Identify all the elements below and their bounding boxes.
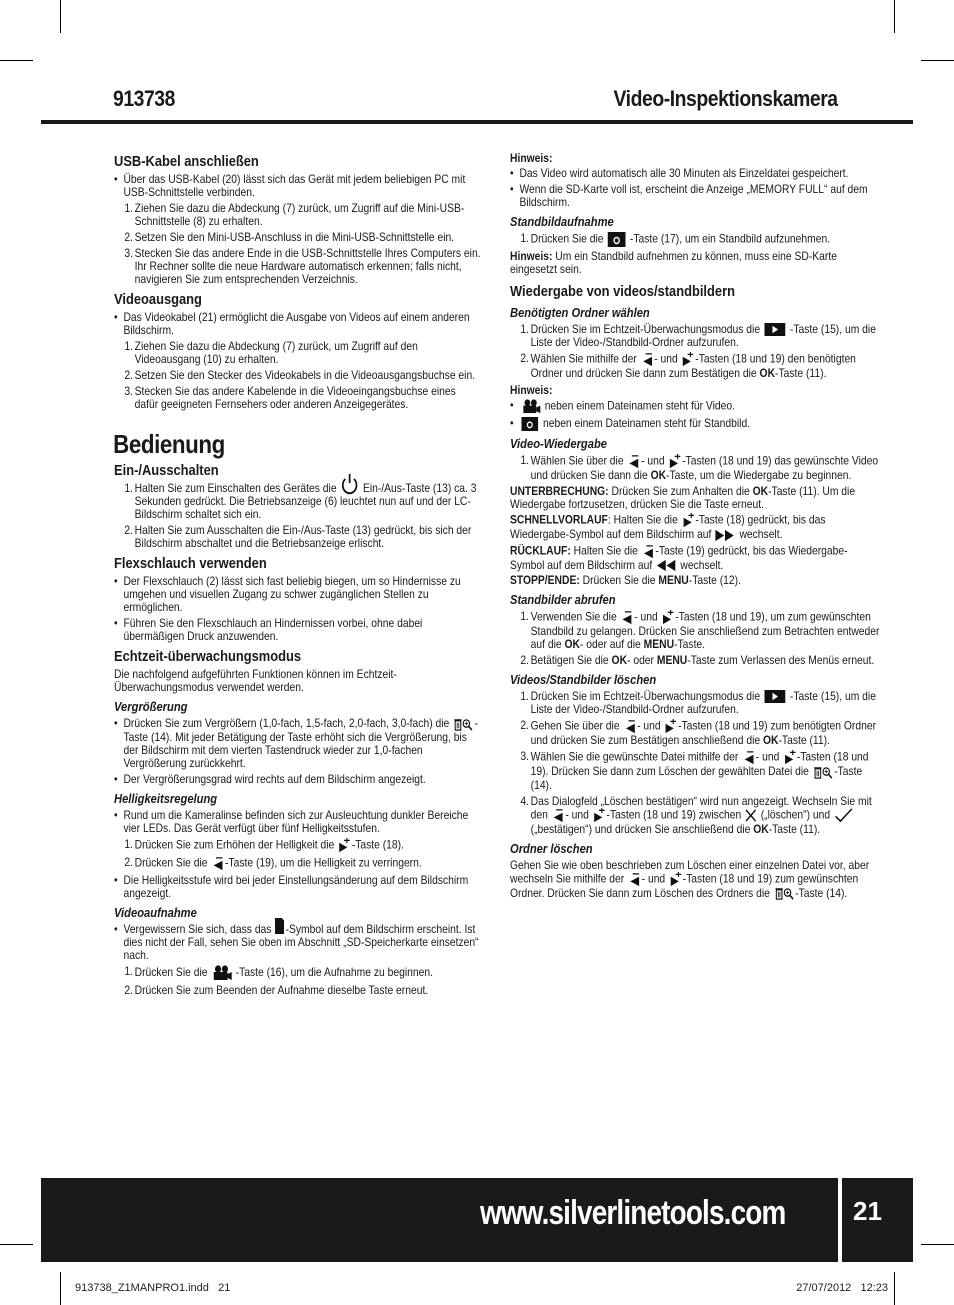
left-minus-icon — [623, 719, 636, 734]
list-item: 4. Das Dialogfeld „Löschen bestätigen“ wird nun angezeigt. Wechseln Sie mit den - und -Tasten (18 und 19) zwischen („löschen“) und („bestätigen“) und drücken Sie anschließend die OK-Taste (11). — [520, 793, 872, 836]
right-plus-icon — [682, 513, 695, 528]
section-delete-folder-title: Ordner löschen — [510, 840, 593, 856]
footer-divider — [838, 1178, 842, 1262]
list-item: • Der Flexschlauch (2) lässt sich fast beliebig biegen, um so Hindernisse zu umgehen und visuellen Zugang zu schwer zugänglichen Stellen zu ermöglichen. — [114, 574, 461, 615]
list-item: 2. Betätigen Sie die OK- oder MENU-Taste zum Verlassen des Menüs erneut. — [520, 652, 875, 667]
paragraph: Gehen Sie wie oben beschrieben zum Löschen einer einzelnen Datei vor, aber wechseln Sie mithilfe der - und -Tasten (18 und 19) zum gewünschten Ordner. Drücken Sie dann zum Löschen des Ordners die -Taste (14). — [510, 857, 870, 900]
list-item: 1. Drücken Sie zum Erhöhen der Helligkeit die -Taste (18). — [124, 836, 404, 852]
footer-website-link[interactable]: www.silverlinetools.com — [480, 1194, 786, 1232]
list-item: • Vergewissern Sie sich, dass das -Symbol auf dem Bildschirm erscheint. Ist dies nicht der Fall, sehen Sie oben im Abschnitt „SD-Speicherkarte einsetzen“ nach. — [114, 923, 481, 962]
list-item: • neben einem Dateinamen steht für Standbild. — [510, 416, 751, 431]
checkmark-icon — [834, 808, 853, 823]
crop-mark — [921, 60, 954, 61]
list-item: 3. Stecken Sie das andere Kabelende in die Videoeingangsbuchse eines dafür geeigneten Fernsehers oder anderen Anzeigegerätes. — [124, 384, 456, 411]
sd-card-icon — [275, 918, 284, 934]
paragraph: Die nachfolgend aufgeführten Funktionen können im Echtzeit-Überwachungsmodus verwendet werden. — [114, 667, 397, 695]
list-item: 1. Drücken Sie die -Taste (17), um ein Standbild aufzunehmen. — [520, 231, 831, 246]
section-record-title: Videoaufnahme — [114, 904, 197, 920]
right-plus-icon — [338, 838, 351, 853]
section-zoom-title: Vergrößerung — [114, 699, 188, 715]
camera-icon — [520, 417, 539, 431]
crop-mark — [921, 1244, 954, 1245]
list-item: 1. Verwenden Sie die - und -Tasten (18 und 19), um zum gewünschten Standbild zu gelangen. Drücken Sie anschließend zum Betrachten entweder auf die OK- oder auf die MENU-Taste. — [520, 608, 880, 651]
left-minus-icon — [640, 352, 653, 367]
right-plus-icon — [668, 454, 681, 469]
list-item: • Rund um die Kameralinse befinden sich zur Ausleuchtung dunkler Bereiche vier LEDs. Das Gerät verfügt über fünf Helligkeitsstufen. — [114, 807, 469, 835]
section-onoff-title: Ein-/Ausschalten — [114, 462, 219, 479]
list-item: 2. Drücken Sie zum Beenden der Aufnahme dieselbe Taste erneut. — [124, 982, 429, 997]
paragraph: RÜCKLAUF: Halten Sie die -Taste (19) gedrückt, bis das Wiedergabe-Symbol auf dem Bildschirm auf wechselt. — [510, 543, 848, 572]
list-item: • Das Video wird automatisch alle 30 Minuten als Einzeldatei gespeichert. — [510, 166, 849, 180]
section-delete-title: Videos/Standbilder löschen — [510, 671, 657, 687]
note-label: Hinweis: — [510, 151, 553, 165]
left-minus-icon — [620, 610, 633, 625]
crop-mark — [0, 60, 33, 61]
list-item: • Führen Sie den Flexschlauch an Hindernissen vorbei, ohne dabei übermäßigen Druck anzuwenden. — [114, 616, 423, 644]
list-item: 2. Halten Sie zum Ausschalten die Ein-/Aus-Taste (13) gedrückt, bis sich der Bildschirm abschaltet und die Betriebsanzeige erlischt. — [124, 523, 472, 551]
trash-zoom-icon — [774, 887, 795, 900]
right-column — [510, 152, 882, 902]
list-item: 3. Stecken Sie das andere Ende in die USB-Schnittstelle Ihres Computers ein. Ihr Rechner sollte die neue Hardware automatisch erkennen; falls nicht, navigieren Sie zum entsprechenden Verzeichnis. — [124, 246, 481, 286]
left-minus-icon — [642, 544, 655, 559]
delete-x-icon — [745, 809, 757, 822]
print-slug-file: 913738_Z1MANPRO1.indd 21 — [75, 1282, 231, 1294]
play-button-icon — [764, 690, 786, 703]
list-item: 2. Drücken Sie die -Taste (19), um die Helligkeit zu verringern. — [124, 854, 422, 870]
list-item: 1. Drücken Sie die -Taste (16), um die Aufnahme zu beginnen. — [124, 963, 433, 979]
video-camera-icon — [211, 965, 232, 981]
section-playback-title: Wiedergabe von videos/standbildern — [510, 283, 735, 300]
print-slug-date: 27/07/2012 12:23 — [796, 1282, 888, 1294]
list-item: 1. Halten Sie zum Einschalten des Gerätes die Ein-/Aus-Taste (13) ca. 3 Sekunden gedrückt. Die Betriebsanzeige (6) leuchtet nun auf und der LC-Bildschirm schaltet sich ein. — [124, 482, 481, 521]
list-item: • Der Vergrößerungsgrad wird rechts auf dem Bildschirm angezeigt. — [114, 771, 426, 786]
list-item: 2. Wählen Sie mithilfe der - und -Tasten (18 und 19) den benötigten Ordner und drücken Sie dann zum Bestätigen die OK-Taste (11). — [520, 351, 856, 381]
section-brightness-title: Helligkeitsregelung — [114, 790, 218, 806]
play-button-icon — [764, 323, 786, 336]
section-stills-title: Standbilder abrufen — [510, 591, 616, 607]
right-plus-icon — [682, 352, 695, 367]
paragraph: SCHNELLVORLAUF: Halten Sie die -Taste (18) gedrückt, bis das Wiedergabe-Symbol auf dem Bildschirm auf wechselt. — [510, 513, 826, 542]
list-item: 2. Gehen Sie über die - und -Tasten (18 und 19) zum benötigten Ordner und drücken Sie zum Bestätigen anschließend die OK-Taste (11). — [520, 718, 877, 748]
section-usb-title: USB-Kabel anschließen — [114, 153, 259, 170]
list-item: 2. Setzen Sie den Stecker des Videokabels in die Videoausgangsbuchse ein. — [124, 368, 476, 382]
rewind-icon — [656, 559, 677, 572]
left-column — [114, 148, 482, 1000]
left-minus-icon — [742, 750, 755, 765]
left-minus-icon — [628, 872, 641, 887]
paragraph: Hinweis: Um ein Standbild aufnehmen zu können, muss eine SD-Karte eingesetzt sein. — [510, 249, 837, 276]
list-item: • Das Videokabel (21) ermöglicht die Ausgabe von Videos auf einem anderen Bildschirm. — [114, 310, 470, 337]
list-item: 3. Wählen Sie die gewünschte Datei mithilfe der - und -Tasten (18 und 19). Drücken Sie dann zum Löschen der gewählten Datei die -Taste (14). — [520, 749, 869, 792]
crop-mark — [0, 1244, 33, 1245]
left-minus-icon — [211, 856, 224, 871]
paragraph: STOPP/ENDE: Drücken Sie die MENU-Taste (12). — [510, 572, 741, 587]
right-plus-icon — [783, 750, 796, 765]
video-camera-icon — [520, 399, 541, 414]
section-folder-title: Benötigten Ordner wählen — [510, 305, 650, 320]
camera-icon — [607, 232, 626, 247]
list-item: • neben einem Dateinamen steht für Video. — [510, 398, 735, 413]
crop-mark — [60, 0, 61, 33]
page-title: Video-Inspektionskamera — [613, 86, 838, 111]
list-item: 1. Ziehen Sie dazu die Abdeckung (7) zurück, um Zugriff auf die Mini-USB-Schnittstelle (8) zu erhalten. — [124, 201, 465, 228]
right-plus-icon — [664, 719, 677, 734]
right-plus-icon — [661, 610, 674, 625]
right-plus-icon — [669, 872, 682, 887]
paragraph: UNTERBRECHUNG: Drücken Sie zum Anhalten die OK-Taste (11). Um die Wiedergabe fortzusetzen, drücken Sie die Taste erneut. — [510, 484, 856, 512]
left-minus-icon — [552, 808, 565, 823]
left-minus-icon — [627, 454, 640, 469]
crop-mark — [60, 1272, 61, 1305]
section-video-out-title: Videoausgang — [114, 291, 202, 308]
section-still-title: Standbildaufnahme — [510, 214, 614, 229]
list-item: • Über das USB-Kabel (20) lässt sich das Gerät mit jedem beliebigen PC mit USB-Schnittstelle verbinden. — [114, 172, 466, 199]
list-item: 1. Ziehen Sie dazu die Abdeckung (7) zurück, um Zugriff auf den Videoausgang (10) zu erhalten. — [124, 339, 418, 366]
list-item: 1. Wählen Sie über die - und -Tasten (18 und 19) das gewünschte Video und drücken Sie dann die OK-Taste, um die Wiedergabe zu beginnen. — [520, 453, 879, 483]
list-item: • Die Helligkeitsstufe wird bei jeder Einstellungsänderung auf dem Bildschirm angezeigt. — [114, 872, 469, 900]
list-item: • Drücken Sie zum Vergrößern (1,0-fach, 1,5-fach, 2,0-fach, 3,0-fach) die -Taste (14). Mit jeder Betätigung der Taste erhöht sich die Vergrößerung, bis der Bildschirm mit dem vierten Tastendruck wieder zur 1,0-fachen Vergrößerung zurückkehrt. — [114, 716, 478, 770]
section-hose-title: Flexschlauch verwenden — [114, 555, 267, 573]
list-item: 1. Drücken Sie im Echtzeit-Überwachungsmodus die -Taste (15), um die Liste der Video-/Standbild-Ordner aufzurufen. — [520, 322, 876, 350]
main-heading: Bedienung — [113, 429, 225, 459]
product-code: 913738 — [113, 86, 175, 111]
crop-mark — [894, 0, 895, 33]
section-vplay-title: Video-Wiedergabe — [510, 436, 608, 452]
right-plus-icon — [593, 808, 606, 823]
trash-zoom-icon — [813, 766, 834, 779]
fast-forward-icon — [715, 529, 736, 542]
list-item: • Wenn die SD-Karte voll ist, erscheint die Anzeige „MEMORY FULL“ auf dem Bildschirm. — [510, 182, 868, 209]
power-icon — [340, 473, 359, 495]
header-rule — [41, 120, 913, 124]
page-number: 21 — [853, 1196, 882, 1226]
section-realtime-title: Echtzeit-überwachungsmodus — [114, 648, 302, 666]
note-label: Hinweis: — [510, 383, 553, 398]
list-item: 1. Drücken Sie im Echtzeit-Überwachungsmodus die -Taste (15), um die Liste der Video-/Standbild-Ordner aufzurufen. — [520, 688, 876, 717]
crop-mark — [894, 1272, 895, 1305]
list-item: 2. Setzen Sie den Mini-USB-Anschluss in die Mini-USB-Schnittstelle ein. — [124, 230, 455, 244]
